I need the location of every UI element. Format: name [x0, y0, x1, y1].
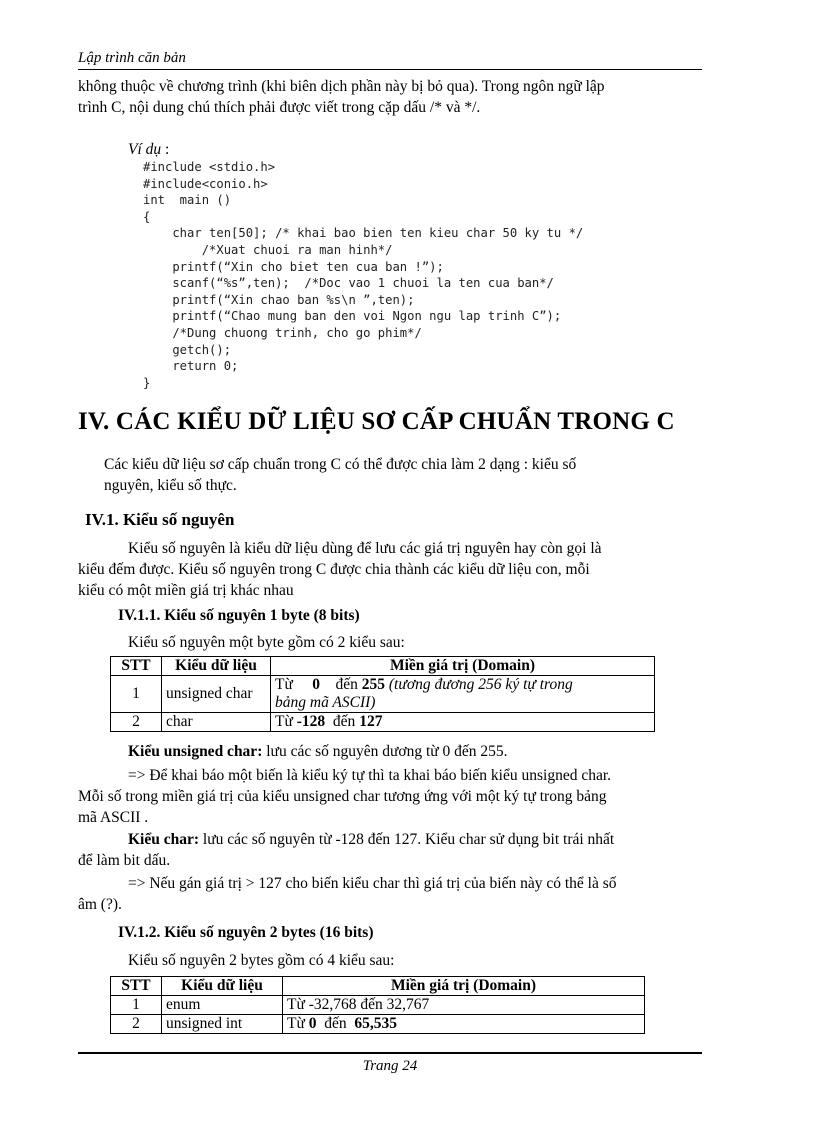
code-line: #include<conio.h> — [143, 176, 268, 191]
arrow-note-1: => Để khai báo một biến là kiểu ký tự thì ta khai báo biến kiểu unsigned char. Mỗi số trong miền giá trị của kiểu unsigned char tương ứng với một ký tự trong bảng mã ASCII . — [78, 767, 612, 826]
table-header: STT — [111, 657, 162, 676]
table-header: Miền giá trị (Domain) — [283, 977, 645, 996]
section-iv12-title: IV.1.2. Kiểu số nguyên 2 bytes (16 bits) — [118, 924, 374, 941]
code-line: #include <stdio.h> — [143, 160, 276, 174]
section-iv11-intro: Kiểu số nguyên một byte gồm có 2 kiểu sau: — [128, 634, 405, 651]
code-line: printf(“Xin cho biet ten cua ban !”); — [143, 259, 444, 274]
section-iv-paragraph: Các kiểu dữ liệu sơ cấp chuẩn trong C có thể được chia làm 2 dạng : kiểu số nguyên, kiểu số thực. — [104, 456, 577, 494]
uchar-desc: Kiểu unsigned char: lưu các số nguyên dương từ 0 đến 255. — [128, 743, 508, 760]
section-iv1-paragraph: Kiểu số nguyên là kiểu dữ liệu dùng để lưu các giá trị nguyên hay còn gọi là kiểu đếm được. Kiểu số nguyên trong C được chia thành các kiểu dữ liệu con, mỗi kiểu có một miền giá trị khác nhau — [78, 540, 602, 599]
code-line: getch(); — [143, 342, 232, 357]
code-line: printf(“Chao mung ban den voi Ngon ngu lap trinh C”); — [143, 309, 562, 324]
table-header: Kiểu dữ liệu — [162, 657, 271, 676]
code-line: int main () — [143, 193, 232, 208]
code-line: return 0; — [143, 359, 239, 374]
code-line: scanf(“%s”,ten); /*Doc vao 1 chuoi la ten cua ban*/ — [143, 276, 554, 291]
intro-paragraph: không thuộc về chương trình (khi biên dịch phần này bị bỏ qua). Trong ngôn ngữ lập trình C, nội dung chú thích phải được viết trong cặp dấu /* và */. — [78, 78, 605, 116]
table-row: 2 char Từ -128 đến 127 — [111, 713, 655, 732]
arrow-note-2: => Nếu gán giá trị > 127 cho biến kiểu char thì giá trị của biến này có thể là số âm (?). — [78, 875, 617, 913]
code-line: /*Xuat chuoi ra man hinh*/ — [143, 242, 393, 257]
section-iv12-intro: Kiểu số nguyên 2 bytes gồm có 4 kiểu sau: — [128, 952, 395, 969]
code-line: printf(“Xin chao ban %s\n ”,ten); — [143, 292, 415, 307]
page-header: Lập trình căn bản — [78, 50, 702, 70]
section-iv11-title: IV.1.1. Kiểu số nguyên 1 byte (8 bits) — [118, 607, 360, 624]
table-2bytes — [110, 976, 645, 1034]
page-number: Trang 24 — [362, 1058, 418, 1074]
table-row: 1 unsigned char Từ 0 đến 255 (tương đương 256 ký tự trong bảng mã ASCII) — [111, 676, 655, 713]
section-iv1-title: IV.1. Kiểu số nguyên — [85, 510, 235, 529]
footer-divider — [78, 1052, 702, 1054]
code-line: /*Dung chuong trinh, cho go phim*/ — [143, 325, 422, 340]
table-header: Kiểu dữ liệu — [162, 977, 283, 996]
code-block — [143, 159, 583, 391]
char-desc: Kiểu char: lưu các số nguyên từ -128 đến 127. Kiểu char sử dụng bit trái nhất để làm bit dấu. — [78, 831, 615, 869]
code-line: } — [143, 375, 151, 390]
example-label: Ví dụ : — [128, 141, 170, 158]
table-row: 2 unsigned int Từ 0 đến 65,535 — [111, 1015, 645, 1034]
table-header: Miền giá trị (Domain) — [271, 657, 655, 676]
section-iv-title: IV. CÁC KIỂU DỮ LIỆU SƠ CẤP CHUẨN TRONG C — [78, 408, 675, 435]
table-row: 1 enum Từ -32,768 đến 32,767 — [111, 996, 645, 1015]
code-line: char ten[50]; /* khai bao bien ten kieu char 50 ky tu */ — [143, 226, 584, 241]
table-header: STT — [111, 977, 162, 996]
code-line: { — [143, 209, 151, 224]
table-1byte — [110, 656, 655, 732]
